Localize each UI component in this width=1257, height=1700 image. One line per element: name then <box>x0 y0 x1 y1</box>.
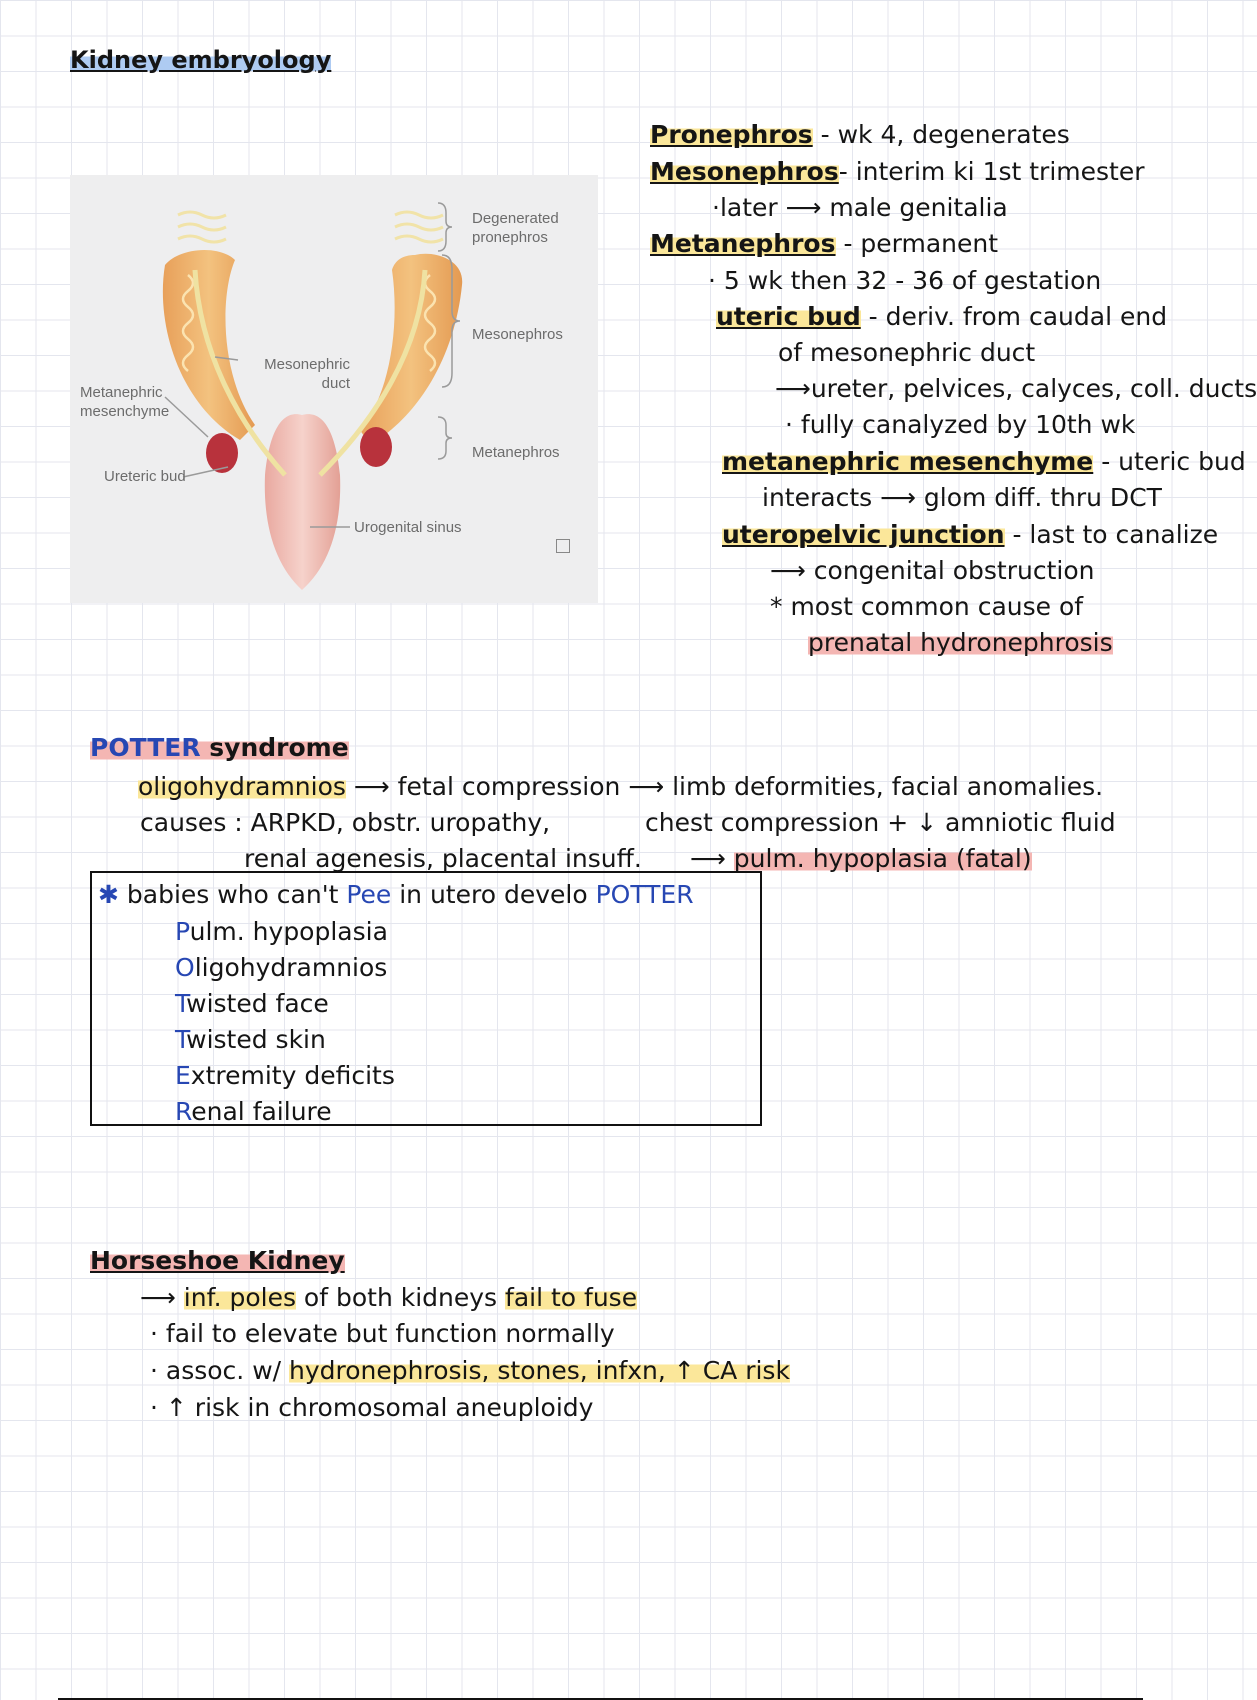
term-pronephros: Pronephros <box>650 120 813 149</box>
urogenital-sinus-shape <box>265 414 340 590</box>
potter-causes: causes : ARPKD, obstr. uropathy, <box>140 808 551 837</box>
horseshoe-line-4: · ↑ risk in chromosomal aneuploidy <box>150 1393 594 1422</box>
potter-pulm-line <box>690 844 1032 873</box>
term-uteropelvic-junction: uteropelvic junction <box>722 520 1005 549</box>
note-meta-5: · fully canalyzed by 10th wk <box>785 410 1136 439</box>
mnemonic-letter: E <box>175 1061 191 1090</box>
note-meta-9: ⟶ congenital obstruction <box>770 556 1095 585</box>
term-metanephros: Metanephros <box>650 229 836 258</box>
note-meta-4: ⟶ureter, pelvices, calyces, coll. ducts <box>775 374 1257 403</box>
star-icon: ✱ <box>98 880 119 909</box>
note-pronephros <box>650 120 1070 149</box>
label-metanephros: Metanephros <box>472 444 560 461</box>
term-pulm-hypoplasia: pulm. hypoplasia (fatal) <box>733 844 1032 873</box>
mnemonic-letter: O <box>175 953 195 982</box>
potter-causes-2: renal agenesis, placental insuff. <box>244 844 642 873</box>
horseshoe-line-1 <box>140 1283 637 1312</box>
label-mesonephros: Mesonephros <box>472 326 563 343</box>
potter-chest-compression: chest compression + ↓ amniotic fluid <box>645 808 1116 837</box>
mesonephros-right-shape <box>360 254 462 445</box>
note-meta-10: * most common cause of <box>770 592 1084 621</box>
note-pronephros-text: - wk 4, degenerates <box>812 120 1070 149</box>
note-meta-11 <box>808 628 1113 657</box>
term-prenatal-hydronephrosis: prenatal hydronephrosis <box>808 628 1113 657</box>
mnemonic-text: wisted skin <box>186 1025 326 1054</box>
mnemonic-item <box>175 1097 332 1126</box>
note-meta-6 <box>722 447 1246 476</box>
enlarge-icon <box>556 539 570 553</box>
note-mesonephros <box>650 157 1145 186</box>
potter-arrow: ⟶ <box>690 844 734 873</box>
potter-line-1 <box>138 772 1103 801</box>
potter-title <box>90 733 349 762</box>
mnemonic-letter: R <box>175 1097 192 1126</box>
label-urogenital-sinus: Urogenital sinus <box>354 519 462 536</box>
label-mesonephric-duct: Mesonephric duct <box>264 356 350 392</box>
metanephros-right-shape <box>360 427 392 467</box>
mnemonic-text: xtremity deficits <box>190 1061 395 1090</box>
potter-line-1-rest: ⟶ fetal compression ⟶ limb deformities, facial anomalies. <box>345 772 1104 801</box>
mnemonic-letter: P <box>175 917 190 946</box>
term-mesonephros: Mesonephros <box>650 157 839 186</box>
horseshoe-title-text: Horseshoe Kidney <box>90 1246 345 1275</box>
box-pee: Pee <box>346 880 392 909</box>
horseshoe-arrow: ⟶ <box>140 1283 184 1312</box>
horseshoe-line-3 <box>150 1356 790 1385</box>
mnemonic-item <box>175 1061 395 1090</box>
note-metanephros-text: - permanent <box>835 229 999 258</box>
label-metanephric-mesenchyme: Metanephric mesenchyme <box>80 384 170 420</box>
note-meta-1: · 5 wk then 32 - 36 of gestation <box>708 266 1102 295</box>
mnemonic-item <box>175 917 388 946</box>
term-fail-to-fuse: fail to fuse <box>505 1283 638 1312</box>
mnemonic-text: wisted face <box>186 989 329 1018</box>
mnemonic-text: enal failure <box>191 1097 332 1126</box>
horseshoe-line-3-start: · assoc. w/ <box>150 1356 290 1385</box>
note-meta-8 <box>722 520 1218 549</box>
page-title-text: Kidney embryology <box>70 46 332 74</box>
mnemonic-item <box>175 989 329 1018</box>
potter-title-caps: POTTER <box>90 733 201 762</box>
kidney-embryology-diagram <box>70 175 598 603</box>
term-inf-poles: inf. poles <box>183 1283 296 1312</box>
mnemonic-letter: T <box>175 1025 187 1054</box>
metanephros-left-shape <box>206 433 238 473</box>
mnemonic-text: ulm. hypoplasia <box>189 917 388 946</box>
note-meta-6-text: - uteric bud <box>1093 447 1246 476</box>
note-meta-2 <box>716 302 1167 331</box>
mnemonic-item <box>175 1025 326 1054</box>
horseshoe-title <box>90 1246 345 1275</box>
horseshoe-line-1-mid: of both kidneys <box>295 1283 506 1312</box>
mnemonic-item <box>175 953 387 982</box>
note-meta-7: interacts ⟶ glom diff. thru DCT <box>762 483 1162 512</box>
box-line-b: in utero develo <box>391 880 596 909</box>
potter-title-rest: syndrome <box>200 733 349 762</box>
pronephros-squiggles <box>178 212 443 242</box>
mnemonic-text: ligohydramnios <box>194 953 388 982</box>
label-ureteric-bud: Ureteric bud <box>104 468 186 485</box>
note-mesonephros-later: ·later ⟶ male genitalia <box>712 193 1008 222</box>
term-metanephric-mesenchyme: metanephric mesenchyme <box>722 447 1094 476</box>
potter-box-header <box>98 880 694 909</box>
box-line-a: babies who can't <box>118 880 347 909</box>
note-metanephros <box>650 229 998 258</box>
note-meta-2-text: - deriv. from caudal end <box>860 302 1168 331</box>
mnemonic-letter: T <box>175 989 187 1018</box>
term-oligohydramnios: oligohydramnios <box>138 772 346 801</box>
horseshoe-line-2: · fail to elevate but function normally <box>150 1319 615 1348</box>
note-mesonephros-text: - interim ki 1st trimester <box>838 157 1145 186</box>
label-degenerated-pronephros: Degenerated pronephros <box>472 210 559 246</box>
term-uteric-bud: uteric bud <box>716 302 861 331</box>
term-hydronephrosis-stones: hydronephrosis, stones, infxn, ↑ CA risk <box>289 1356 790 1385</box>
page-title <box>70 46 331 74</box>
box-potter: POTTER <box>595 880 694 909</box>
note-meta-3: of mesonephric duct <box>778 338 1036 367</box>
note-meta-8-text: - last to canalize <box>1004 520 1219 549</box>
